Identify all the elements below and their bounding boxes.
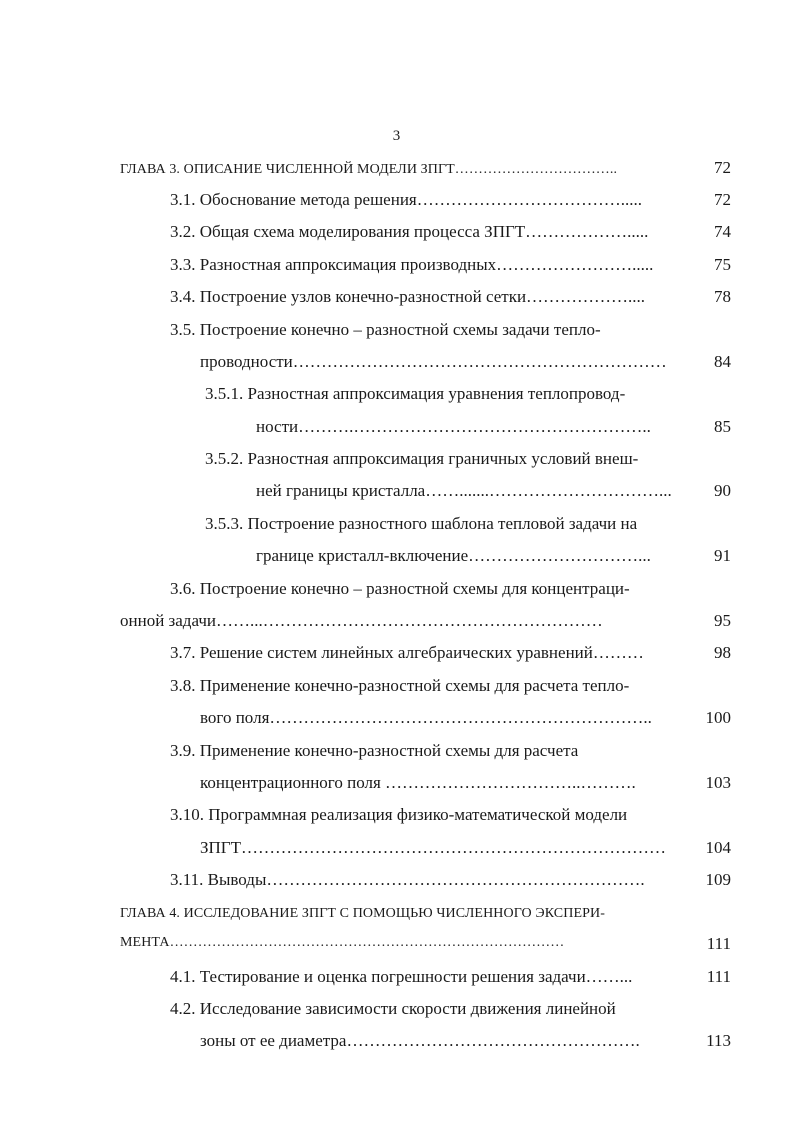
toc-entry-3-8: 3.8. Применение конечно-разностной схемы для расчета тепло-	[170, 676, 630, 695]
toc-entry-3-4: 3.4. Построение узлов конечно-разностной сетки………………....	[170, 287, 646, 306]
toc-page-number: 100	[705, 708, 731, 727]
toc-entry-3-5-2: 3.5.2. Разностная аппроксимация граничных условий внеш-	[205, 449, 639, 468]
toc-page-number: 74	[714, 222, 731, 241]
toc-entry-3-9-cont: концентрационного поля ……………………………..……….	[200, 773, 636, 792]
toc-entry-3-6: 3.6. Построение конечно – разностной схемы для концентраци-	[170, 579, 630, 598]
toc-page-number: 78	[714, 287, 731, 306]
toc-entry-3-10-cont: ЗПГТ…………………………………………………………………	[200, 838, 667, 857]
toc-entry-3-9: 3.9. Применение конечно-разностной схемы для расчета	[170, 741, 579, 760]
toc-entry-3-5-3-cont: границе кристалл-включение…………………………...	[256, 546, 651, 565]
toc-entry-3-5-1: 3.5.1. Разностная аппроксимация уравнения теплопровод-	[205, 384, 626, 403]
toc-entry-3-10: 3.10. Программная реализация физико-математической модели	[170, 805, 628, 824]
toc-page-number: 84	[714, 352, 731, 371]
toc-entry-3-5-3: 3.5.3. Построение разностного шаблона тепловой задачи на	[205, 514, 638, 533]
toc-entry-3-7: 3.7. Решение систем линейных алгебраических уравнений………	[170, 643, 644, 662]
toc-entry-3-5-2-cont: ней границы кристалла…….......…………………………...	[256, 481, 672, 500]
toc-page-number: 91	[714, 546, 731, 565]
toc-entry-4-1: 4.1. Тестирование и оценка погрешности решения задачи……...	[170, 967, 633, 986]
toc-page-number: 98	[714, 643, 731, 662]
toc-page-number: 90	[714, 481, 731, 500]
page-number: 3	[392, 128, 401, 144]
toc-page-number: 72	[714, 190, 731, 209]
toc-page-number: 109	[705, 870, 731, 889]
toc-entry-3-6-cont: онной задачи……...……………………………………………………	[120, 611, 603, 630]
toc-chapter-4-title-cont: МЕНТА…………………………………………………………………………	[120, 935, 565, 950]
toc-entry-4-2: 4.2. Исследование зависимости скорости движения линейной	[170, 999, 616, 1018]
toc-entry-3-5-1-cont: ности……….……………………………………………..	[256, 417, 651, 436]
toc-entry-3-2: 3.2. Общая схема моделирования процесса ЗПГТ……………….....	[170, 222, 649, 241]
toc-chapter-4-title: ГЛАВА 4. ИССЛЕДОВАНИЕ ЗПГТ С ПОМОЩЬЮ ЧИСЛЕННОГО ЭКСПЕРИ-	[120, 906, 605, 921]
toc-entry-3-3: 3.3. Разностная аппроксимация производных…………………….....	[170, 255, 654, 274]
toc-page-number: 113	[706, 1031, 731, 1050]
toc-page-number: 72	[714, 158, 731, 177]
toc-page-number: 95	[714, 611, 731, 630]
toc-entry-3-5: 3.5. Построение конечно – разностной схемы задачи тепло-	[170, 320, 601, 339]
toc-page-number: 75	[714, 255, 731, 274]
toc-entry-3-8-cont: вого поля…………………………………………………………..	[200, 708, 652, 727]
toc-entry-4-2-cont: зоны от ее диаметра…………………………………………….	[200, 1031, 640, 1050]
toc-entry-3-11: 3.11. Выводы………………………………………………………….	[170, 870, 645, 889]
toc-page-number: 111	[706, 967, 731, 986]
toc-page-number: 85	[714, 417, 731, 436]
toc-page-number: 104	[705, 838, 731, 857]
toc-entry-3-5-cont: проводности…………………………………………………………	[200, 352, 667, 371]
toc-entry-3-1: 3.1. Обоснование метода решения……………………………….....	[170, 190, 642, 209]
toc-page-number: 103	[705, 773, 731, 792]
toc-page-number: 111	[706, 934, 731, 953]
toc-chapter-3-title: ГЛАВА 3. ОПИСАНИЕ ЧИСЛЕННОЙ МОДЕЛИ ЗПГТ……………………………..	[120, 162, 618, 177]
